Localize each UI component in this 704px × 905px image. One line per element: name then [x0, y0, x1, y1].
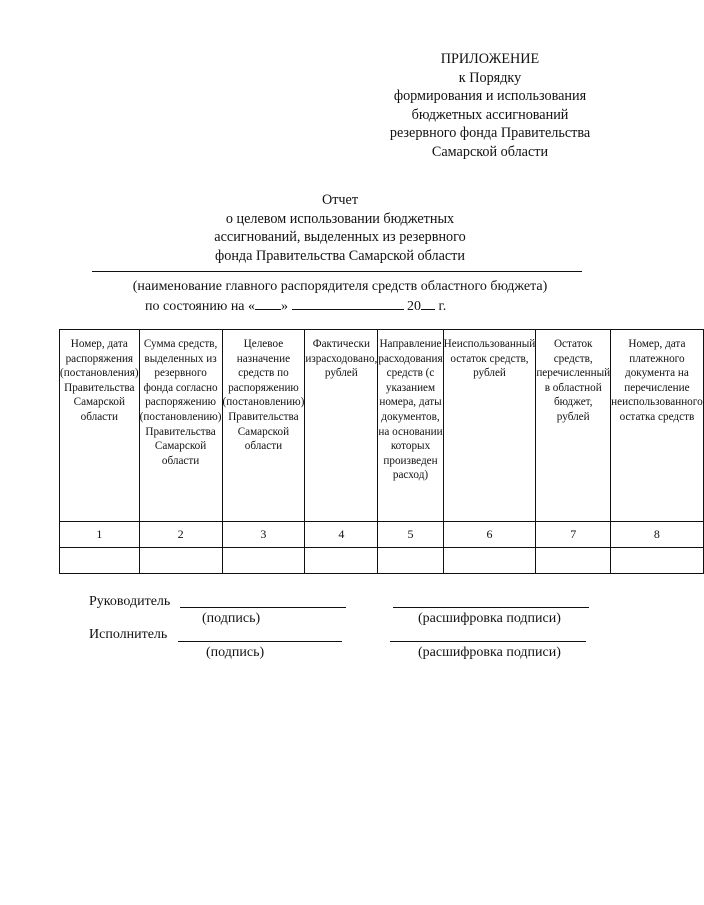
header-cell: Номер, дата распоряжения (постановления) Правительства Самарской области	[60, 330, 140, 522]
head-decoding-hint: (расшифровка подписи)	[418, 611, 561, 626]
day-field[interactable]	[255, 296, 281, 310]
report-title-line: о целевом использовании бюджетных	[225, 210, 455, 227]
column-number: 2	[139, 522, 222, 548]
head-signature-hint: (подпись)	[202, 611, 261, 626]
as-of-prefix: по состоянию на «	[145, 299, 256, 314]
header-cell: Сумма средств, выделенных из резервного фонда согласно распоряжению (постановлению) Правительства Самарской области	[139, 330, 222, 522]
column-number: 8	[611, 522, 704, 548]
header-cell: Неиспользованный остаток средств, рублей	[443, 330, 536, 522]
as-of-year: 20	[407, 299, 422, 314]
data-cell[interactable]	[611, 548, 704, 574]
column-number: 6	[443, 522, 536, 548]
executor-decoding-line[interactable]	[390, 641, 586, 642]
as-of-quote-close: »	[281, 299, 289, 314]
header-cell: Целевое назначение средств по распоряжению (постановлению) Правительства Самарской области	[222, 330, 305, 522]
data-cell[interactable]	[222, 548, 305, 574]
executor-signature-hint: (подпись)	[206, 645, 265, 660]
year-field[interactable]	[421, 296, 435, 310]
data-cell[interactable]	[60, 548, 140, 574]
data-cell[interactable]	[536, 548, 611, 574]
data-cell[interactable]	[378, 548, 443, 574]
organization-name-line[interactable]	[92, 271, 582, 272]
executor-decoding-hint: (расшифровка подписи)	[418, 645, 561, 660]
appendix-line: Самарской области	[431, 143, 549, 160]
data-cell[interactable]	[139, 548, 222, 574]
head-decoding-line[interactable]	[393, 607, 589, 608]
header-cell: Номер, дата платежного документа на перечисление неиспользованного остатка средств	[611, 330, 704, 522]
column-number: 7	[536, 522, 611, 548]
as-of-suffix: г.	[438, 299, 447, 314]
column-number: 5	[378, 522, 443, 548]
appendix-line: формирования и использования	[393, 88, 587, 104]
report-title: Отчет	[321, 192, 359, 208]
month-field[interactable]	[292, 296, 404, 310]
column-number-row	[60, 522, 704, 548]
report-title-block	[150, 191, 530, 265]
head-label: Руководитель	[89, 594, 171, 609]
table-row	[60, 548, 704, 574]
header-cell: Остаток средств, перечисленный в областной бюджет, рублей	[536, 330, 611, 522]
table-header-row	[60, 330, 704, 522]
executor-label: Исполнитель	[89, 627, 168, 642]
header-cell: Направление расходования средств (с указанием номера, даты документов, на основании которых произведен расход)	[378, 330, 443, 522]
data-cell[interactable]	[443, 548, 536, 574]
organization-caption: (наименование главного распорядителя средств областного бюджета)	[132, 279, 548, 294]
column-number: 4	[305, 522, 378, 548]
appendix-line: бюджетных ассигнований	[411, 106, 569, 123]
header-cell: Фактически израсходовано, рублей	[305, 330, 378, 522]
appendix-title: ПРИЛОЖЕНИЕ	[440, 51, 540, 67]
appendix-line: к Порядку	[458, 69, 522, 86]
column-number: 1	[60, 522, 140, 548]
report-title-line: фонда Правительства Самарской области	[215, 247, 465, 264]
report-title-line: ассигнований, выделенных из резервного	[214, 229, 466, 245]
appendix-line: резервного фонда Правительства	[389, 125, 591, 141]
report-table	[59, 329, 704, 574]
data-cell[interactable]	[305, 548, 378, 574]
column-number: 3	[222, 522, 305, 548]
as-of-date	[145, 296, 446, 315]
head-signature-line[interactable]	[180, 607, 346, 608]
executor-signature-line[interactable]	[178, 641, 342, 642]
appendix-block	[330, 50, 650, 161]
